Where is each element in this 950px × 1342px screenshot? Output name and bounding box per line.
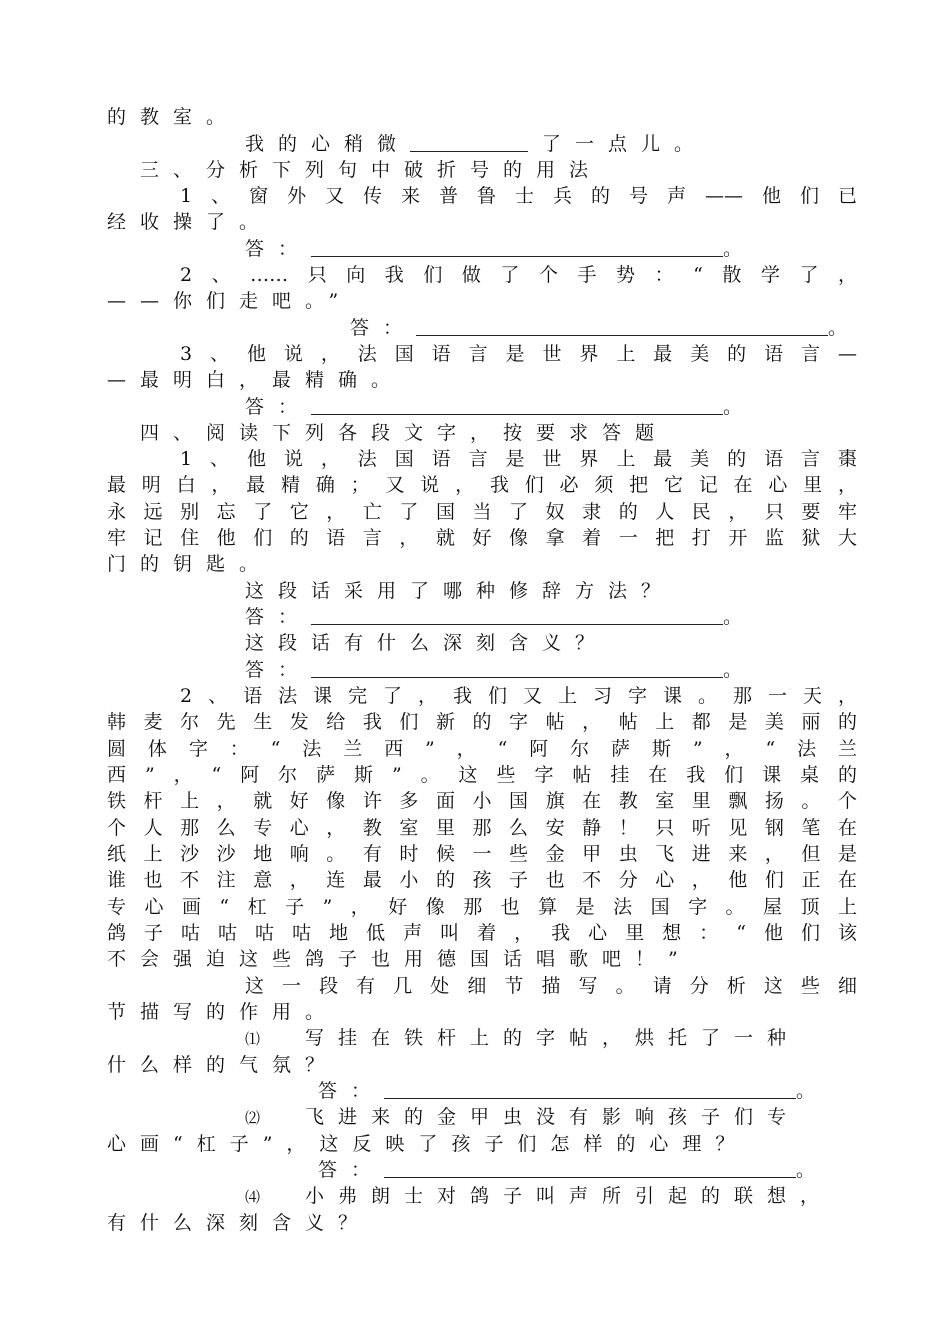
answer-label: 答： [245,606,312,628]
passage-line: 西”，“阿尔萨斯”。这些字帖挂在我们课桌的 [107,764,857,786]
line-text: —最明白，最精确。 [107,369,405,391]
line-text: 节描写的作用。 [107,1001,339,1023]
passage-line: 1、他说，法国语言是世界上最美的语言棗 [180,448,857,470]
question-line [245,578,857,604]
answer-blank[interactable] [311,238,723,257]
line-text: 这段话采用了哪种修辞方法？ [245,580,675,602]
answer-blank[interactable] [416,317,828,336]
line-text: 不会强迫这些鸽子也用德国话唱歌吧！” [107,948,692,970]
sub-question [245,1104,857,1130]
answer-label: 答： [350,317,417,339]
line-text: 门的钥匙。 [107,553,273,575]
passage-line: 谁也不注意，连最小的孩子也不分心，他们正在 [107,869,857,891]
text-line [107,551,857,577]
passage-line: 纸上沙沙地响。有时候一些金甲虫飞进来，但是 [107,843,857,865]
answer-line [245,604,857,630]
answer-line [245,394,857,420]
line-text: 这段话有什么深刻含义？ [245,632,609,654]
text-line [107,1210,857,1236]
blank-field[interactable] [410,133,528,152]
passage-line: 牢记住他们的语言，就好像拿着一把打开监狱大 [107,527,857,549]
answer-label: 答： [318,1159,385,1181]
sub-question-number: ⑵ [245,1109,261,1127]
answer-blank[interactable] [311,396,723,415]
passage-line: 专心画“杠子”，好像那也算是法国字。屋顶上 [107,896,857,918]
line-text: 了一点儿。 [542,133,708,155]
text-line [107,1131,857,1157]
answer-line [350,315,857,341]
line-text: ——你们走吧。” [107,290,353,312]
period: 。 [723,659,743,681]
text-line [107,999,857,1025]
line-text: 心画“杠子”，这反映了孩子们怎样的心理？ [107,1133,749,1155]
answer-blank[interactable] [311,659,723,678]
answer-blank[interactable] [384,1080,796,1099]
question-line: 3、他说，法国语言是世界上最美的语言— [180,343,857,365]
line-text: 小弗朗士对鸽子叫声所引起的联想， [305,1185,834,1207]
passage-line: 个人那么专心，教室里那么安静！只听见钢笔在 [107,817,857,839]
text-line [107,104,857,130]
answer-blank[interactable] [384,1159,796,1178]
line-text: 的教室。 [107,106,240,128]
fill-in-sentence [245,131,857,157]
text-line [107,209,857,235]
sub-question-number: ⑴ [245,1030,261,1048]
answer-line [245,657,857,683]
period: 。 [796,1080,816,1102]
passage-line: 韩麦尔先生发给我们新的字帖，帖上都是美丽的 [107,711,857,733]
passage-line: 2、语法课完了，我们又上习字课。那一天， [180,685,857,707]
answer-label: 答： [318,1080,385,1102]
period: 。 [723,606,743,628]
line-text: 经收操了。 [107,211,273,233]
line-text: 有什么深刻含义？ [107,1212,372,1234]
text-line [107,367,857,393]
answer-line [245,236,857,262]
heading-text: 三、分析下列句中破折号的用法 [140,159,603,181]
question-line: 1、窗外又传来普鲁士兵的号声——他们已 [180,185,857,207]
question-line: 2、……只向我们做了个手势：“散学了， [180,264,857,286]
passage-line: 鸽子咕咕咕咕地低声叫着，我心里想：“他们该 [107,922,857,944]
period: 。 [828,317,848,339]
line-text: 飞进来的金甲虫没有影响孩子们专 [305,1106,801,1128]
answer-blank[interactable] [311,606,723,625]
period: 。 [723,396,743,418]
line-text: 写挂在铁杆上的字帖，烘托了一种 [305,1027,801,1049]
period: 。 [796,1159,816,1181]
answer-line [318,1157,857,1183]
sub-question-number: ⑷ [245,1188,261,1206]
answer-label: 答： [245,396,312,418]
question-line: 这一段有几处细节描写。请分析这些细 [245,975,857,997]
text-line [107,288,857,314]
answer-line [318,1078,857,1104]
passage-line: 最明白，最精确；又说，我们必须把它记在心里， [107,474,857,496]
passage-line: 圆体字：“法兰西”，“阿尔萨斯”，“法兰 [107,738,857,760]
heading-text: 四、阅读下列各段文字，按要求答题 [140,422,669,444]
answer-label: 答： [245,659,312,681]
answer-label: 答： [245,238,312,260]
line-text: 什么样的气氛？ [107,1054,339,1076]
sub-question [245,1183,857,1209]
text-line [107,1052,857,1078]
line-text: 我的心稍微 [245,133,411,155]
passage-line: 铁杆上，就好像许多面小国旗在教室里飘扬。个 [107,790,857,812]
passage-line: 永远别忘了它，亡了国当了奴隶的人民，只要牢 [107,501,857,523]
section-heading [140,420,857,446]
section-heading [140,157,857,183]
period: 。 [723,238,743,260]
text-line [107,946,857,972]
question-line [245,630,857,656]
sub-question [245,1025,857,1051]
